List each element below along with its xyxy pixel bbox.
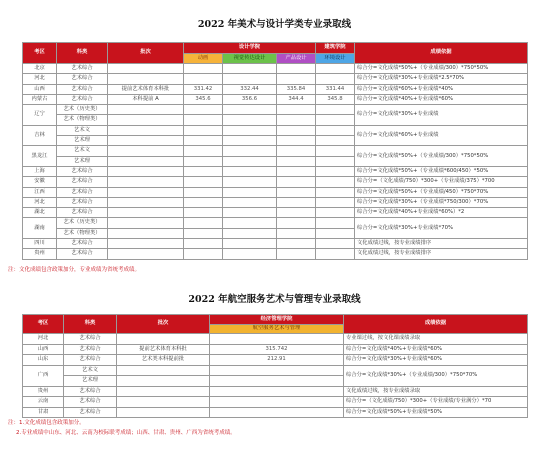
header2-batch: 批次	[117, 315, 210, 334]
table2-title: 2022 年航空服务艺术与管理专业录取线	[188, 294, 361, 305]
cell-score	[184, 197, 223, 207]
cell-subject: 艺术理	[57, 156, 108, 166]
cell-score	[316, 177, 355, 187]
cell-subject: 艺术综合	[57, 197, 108, 207]
table-row	[23, 208, 528, 218]
table-row	[23, 125, 528, 135]
cell-score: 212.91	[210, 355, 344, 366]
cell-basis: 综合分=文化成绩*50%+专业成绩*50%	[344, 407, 528, 418]
table-row	[23, 249, 528, 259]
cell-batch	[108, 218, 184, 228]
cell-score: 335.84	[277, 84, 316, 94]
cell-score	[184, 74, 223, 84]
cell-score	[316, 74, 355, 84]
cell-province: 河北	[23, 74, 57, 84]
cell-province: 山西	[23, 84, 57, 94]
cell-subject: 艺术综合	[57, 187, 108, 197]
cell-score	[316, 166, 355, 176]
cell-score	[223, 208, 277, 218]
header-province: 考区	[23, 43, 57, 64]
table-row	[23, 146, 528, 156]
cell-score	[277, 187, 316, 197]
cell-score: 344.4	[277, 94, 316, 104]
cell-batch	[108, 156, 184, 166]
cell-batch	[117, 407, 210, 418]
cell-score	[316, 187, 355, 197]
cell-subject: 艺术（物理类）	[57, 115, 108, 125]
cell-batch	[108, 208, 184, 218]
cell-province: 广西	[23, 365, 64, 386]
cell-score	[210, 407, 344, 418]
cell-subject: 艺术综合	[57, 94, 108, 104]
cell-score	[316, 228, 355, 238]
cell-score	[277, 218, 316, 228]
cell-score	[316, 239, 355, 249]
cell-score	[277, 239, 316, 249]
cell-score	[223, 228, 277, 238]
table2-note-1: 注：1.文化成绩包含政策加分。	[8, 420, 85, 426]
cell-basis: 综合分=（文化成绩/750）*300+（专业成绩/375）*700	[355, 177, 528, 187]
cell-basis: 综合分=文化成绩*50%+（专业成绩/450）*750*70%	[355, 187, 528, 197]
cell-batch	[108, 249, 184, 259]
cell-subject: 艺术综合	[57, 239, 108, 249]
cell-basis: 文化成绩过线，按专业成绩排序	[355, 249, 528, 259]
cell-batch	[117, 365, 210, 376]
cell-score	[223, 166, 277, 176]
cell-score	[316, 64, 355, 74]
cell-province: 四川	[23, 239, 57, 249]
cell-score	[316, 115, 355, 125]
cell-score	[223, 249, 277, 259]
cell-subject: 艺术综合	[64, 355, 117, 366]
table-row	[23, 84, 528, 94]
cell-province: 河北	[23, 334, 64, 345]
cell-batch	[108, 166, 184, 176]
cell-province: 上海	[23, 166, 57, 176]
cell-basis: 综合分=文化成绩*30%+（专业成绩/300）*750*70%	[344, 365, 528, 386]
cell-subject: 艺术理	[64, 376, 117, 387]
cell-score	[223, 146, 277, 156]
cell-basis: 综合分=文化成绩*30%+专业成绩*60%	[344, 355, 528, 366]
major-aviation-service: 航空服务艺术与管理	[210, 325, 344, 334]
cell-batch	[108, 64, 184, 74]
cell-basis: 综合分=文化成绩*30%+专业成绩*70%	[355, 218, 528, 239]
cell-score	[184, 177, 223, 187]
major-visual-design: 视觉传达设计	[223, 54, 277, 64]
cell-province: 内蒙古	[23, 94, 57, 104]
cell-batch	[117, 334, 210, 345]
cell-batch: 提前艺术体育本科批	[108, 84, 184, 94]
header2-school: 经济管理学院	[210, 315, 344, 325]
table-row	[23, 407, 528, 418]
cell-basis: 综合分=文化成绩*40%+专业成绩*60%	[355, 94, 528, 104]
cell-score	[277, 74, 316, 84]
cell-basis: 综合分=（文化成绩/750）*300+（专业成绩/专业满分）*70	[344, 397, 528, 408]
cell-basis: 综合分=文化成绩*30%+（专业成绩*750/300）*70%	[355, 197, 528, 207]
cell-basis: 专业课过线，按文化课成绩录取	[344, 334, 528, 345]
cell-basis: 综合分=文化成绩*50%+（专业成绩/300）*750*50%	[355, 64, 528, 74]
cell-province: 北京	[23, 64, 57, 74]
cell-province: 山西	[23, 344, 64, 355]
cell-batch	[108, 197, 184, 207]
table-row	[23, 397, 528, 408]
cell-subject: 艺术综合	[64, 334, 117, 345]
table-row	[23, 365, 528, 376]
table1-title: 2022 年美术与设计学类专业录取线	[197, 19, 352, 30]
header-batch: 批次	[108, 43, 184, 64]
cell-batch	[108, 177, 184, 187]
cell-province: 贵州	[23, 386, 64, 397]
cell-score	[184, 218, 223, 228]
cell-score	[277, 228, 316, 238]
header-school-design: 设计学院	[184, 43, 316, 54]
cell-subject: 艺术综合	[64, 344, 117, 355]
cell-province: 山东	[23, 355, 64, 366]
cell-score	[210, 397, 344, 408]
cell-score	[184, 136, 223, 146]
cell-batch: 本科提前 A	[108, 94, 184, 104]
table1	[22, 42, 528, 260]
cell-score	[277, 249, 316, 259]
cell-score	[223, 136, 277, 146]
cell-score	[184, 208, 223, 218]
cell-province: 辽宁	[23, 105, 57, 126]
cell-subject: 艺术综合	[64, 407, 117, 418]
cell-province: 甘肃	[23, 407, 64, 418]
header2-subject: 科类	[64, 315, 117, 334]
cell-score	[184, 249, 223, 259]
cell-score: 345.8	[316, 94, 355, 104]
table-row	[23, 197, 528, 207]
cell-score	[184, 125, 223, 135]
cell-score: 331.42	[184, 84, 223, 94]
cell-subject: 艺术综合	[64, 386, 117, 397]
header-school-arch: 建筑学院	[316, 43, 355, 54]
cell-batch	[117, 376, 210, 387]
cell-basis: 综合分=文化成绩*50%+（专业成绩/300）*750*50%	[355, 146, 528, 167]
cell-score	[223, 125, 277, 135]
cell-basis: 综合分=文化成绩*40%+专业成绩*60%	[344, 344, 528, 355]
cell-score	[277, 197, 316, 207]
cell-province: 江西	[23, 187, 57, 197]
cell-subject: 艺术文	[57, 125, 108, 135]
cell-batch	[108, 228, 184, 238]
cell-score	[316, 125, 355, 135]
cell-score	[210, 365, 344, 376]
cell-score	[184, 146, 223, 156]
major-animation: 动画	[184, 54, 223, 64]
cell-score	[184, 239, 223, 249]
header-subject: 科类	[57, 43, 108, 64]
cell-score	[223, 239, 277, 249]
cell-score	[184, 115, 223, 125]
cell-basis: 综合分=文化成绩*50%+（专业成绩*600/450）*50%	[355, 166, 528, 176]
cell-subject: 艺术综合	[57, 74, 108, 84]
cell-province: 湖南	[23, 218, 57, 239]
cell-batch	[108, 146, 184, 156]
cell-score	[184, 105, 223, 115]
cell-score	[316, 249, 355, 259]
cell-score	[316, 197, 355, 207]
cell-province: 黑龙江	[23, 146, 57, 167]
cell-subject: 艺术（历史类）	[57, 218, 108, 228]
cell-score	[223, 156, 277, 166]
header2-province: 考区	[23, 315, 64, 334]
cell-score: 356.6	[223, 94, 277, 104]
cell-score	[316, 146, 355, 156]
table2	[22, 314, 528, 418]
cell-score	[277, 125, 316, 135]
cell-subject: 艺术（物理类）	[57, 228, 108, 238]
cell-batch	[108, 125, 184, 135]
cell-score	[223, 197, 277, 207]
table-row	[23, 74, 528, 84]
cell-score	[277, 156, 316, 166]
cell-score	[316, 208, 355, 218]
cell-score	[210, 334, 344, 345]
cell-subject: 艺术综合	[57, 166, 108, 176]
cell-score	[316, 105, 355, 115]
cell-score	[223, 115, 277, 125]
cell-score	[184, 166, 223, 176]
cell-score: 331.44	[316, 84, 355, 94]
major-environment-design: 环境设计	[316, 54, 355, 64]
cell-province: 安徽	[23, 177, 57, 187]
cell-score: 345.6	[184, 94, 223, 104]
cell-score	[223, 105, 277, 115]
cell-score	[223, 177, 277, 187]
cell-subject: 艺术理	[57, 136, 108, 146]
cell-batch	[108, 74, 184, 84]
cell-score	[223, 64, 277, 74]
cell-score	[277, 177, 316, 187]
header-basis: 成绩依据	[355, 43, 528, 64]
cell-subject: 艺术综合	[57, 84, 108, 94]
cell-score	[223, 187, 277, 197]
cell-subject: 艺术综合	[64, 397, 117, 408]
table-row	[23, 166, 528, 176]
table2-note-2: 2.专业成绩中山东、河北、云南为校际联考成绩；山西、甘肃、贵州、广西为省统考成绩。	[16, 430, 236, 436]
table-row	[23, 355, 528, 366]
cell-score	[316, 136, 355, 146]
table1-note: 注：文化成绩包含政策加分，专业成绩为省统考成绩。	[8, 267, 141, 273]
cell-subject: 艺术综合	[57, 208, 108, 218]
table-row	[23, 64, 528, 74]
major-product-design: 产品设计	[277, 54, 316, 64]
table-row	[23, 177, 528, 187]
cell-score	[223, 74, 277, 84]
cell-batch	[108, 136, 184, 146]
cell-score	[277, 166, 316, 176]
cell-score	[184, 187, 223, 197]
cell-score	[184, 64, 223, 74]
cell-batch: 艺术类本科提前批	[117, 355, 210, 366]
cell-score	[223, 218, 277, 228]
table-row	[23, 386, 528, 397]
table-row	[23, 218, 528, 228]
cell-subject: 艺术综合	[57, 177, 108, 187]
cell-batch	[117, 397, 210, 408]
cell-batch	[108, 187, 184, 197]
cell-basis: 综合分=文化成绩*60%+专业成绩*40%	[355, 84, 528, 94]
cell-basis: 综合分=文化成绩*30%+专业成绩*2.5*70%	[355, 74, 528, 84]
cell-score: 332.44	[223, 84, 277, 94]
table-row	[23, 105, 528, 115]
cell-batch	[108, 105, 184, 115]
table-row	[23, 187, 528, 197]
cell-subject: 艺术综合	[57, 249, 108, 259]
cell-province: 湖北	[23, 208, 57, 218]
table-row	[23, 239, 528, 249]
cell-subject: 艺术文	[57, 146, 108, 156]
cell-province: 河北	[23, 197, 57, 207]
header2-basis: 成绩依据	[344, 315, 528, 334]
cell-batch	[108, 115, 184, 125]
cell-province: 云南	[23, 397, 64, 408]
cell-basis: 文化成绩过线，按专业成绩录取	[344, 386, 528, 397]
cell-batch	[117, 386, 210, 397]
table-row	[23, 94, 528, 104]
cell-subject: 艺术文	[64, 365, 117, 376]
cell-score: 315.742	[210, 344, 344, 355]
cell-score	[316, 218, 355, 228]
cell-basis: 文化成绩过线，按专业成绩排序	[355, 239, 528, 249]
cell-subject: 艺术（历史类）	[57, 105, 108, 115]
cell-score	[277, 136, 316, 146]
cell-score	[184, 156, 223, 166]
cell-score	[277, 64, 316, 74]
cell-basis: 综合分=文化成绩*60%+专业成绩	[355, 125, 528, 146]
cell-score	[210, 386, 344, 397]
cell-basis: 综合分=文化成绩*40%+专业成绩*60%）*2	[355, 208, 528, 218]
cell-batch: 提前艺术体育本科批	[117, 344, 210, 355]
cell-basis: 综合分=文化成绩*30%+专业成绩	[355, 105, 528, 126]
cell-batch	[108, 239, 184, 249]
cell-score	[277, 105, 316, 115]
table-row	[23, 334, 528, 345]
cell-score	[210, 376, 344, 387]
cell-subject: 艺术综合	[57, 64, 108, 74]
cell-score	[316, 156, 355, 166]
cell-score	[277, 146, 316, 156]
cell-score	[184, 228, 223, 238]
cell-province: 吉林	[23, 125, 57, 146]
cell-province: 贵州	[23, 249, 57, 259]
cell-score	[277, 115, 316, 125]
table-row	[23, 344, 528, 355]
cell-score	[277, 208, 316, 218]
